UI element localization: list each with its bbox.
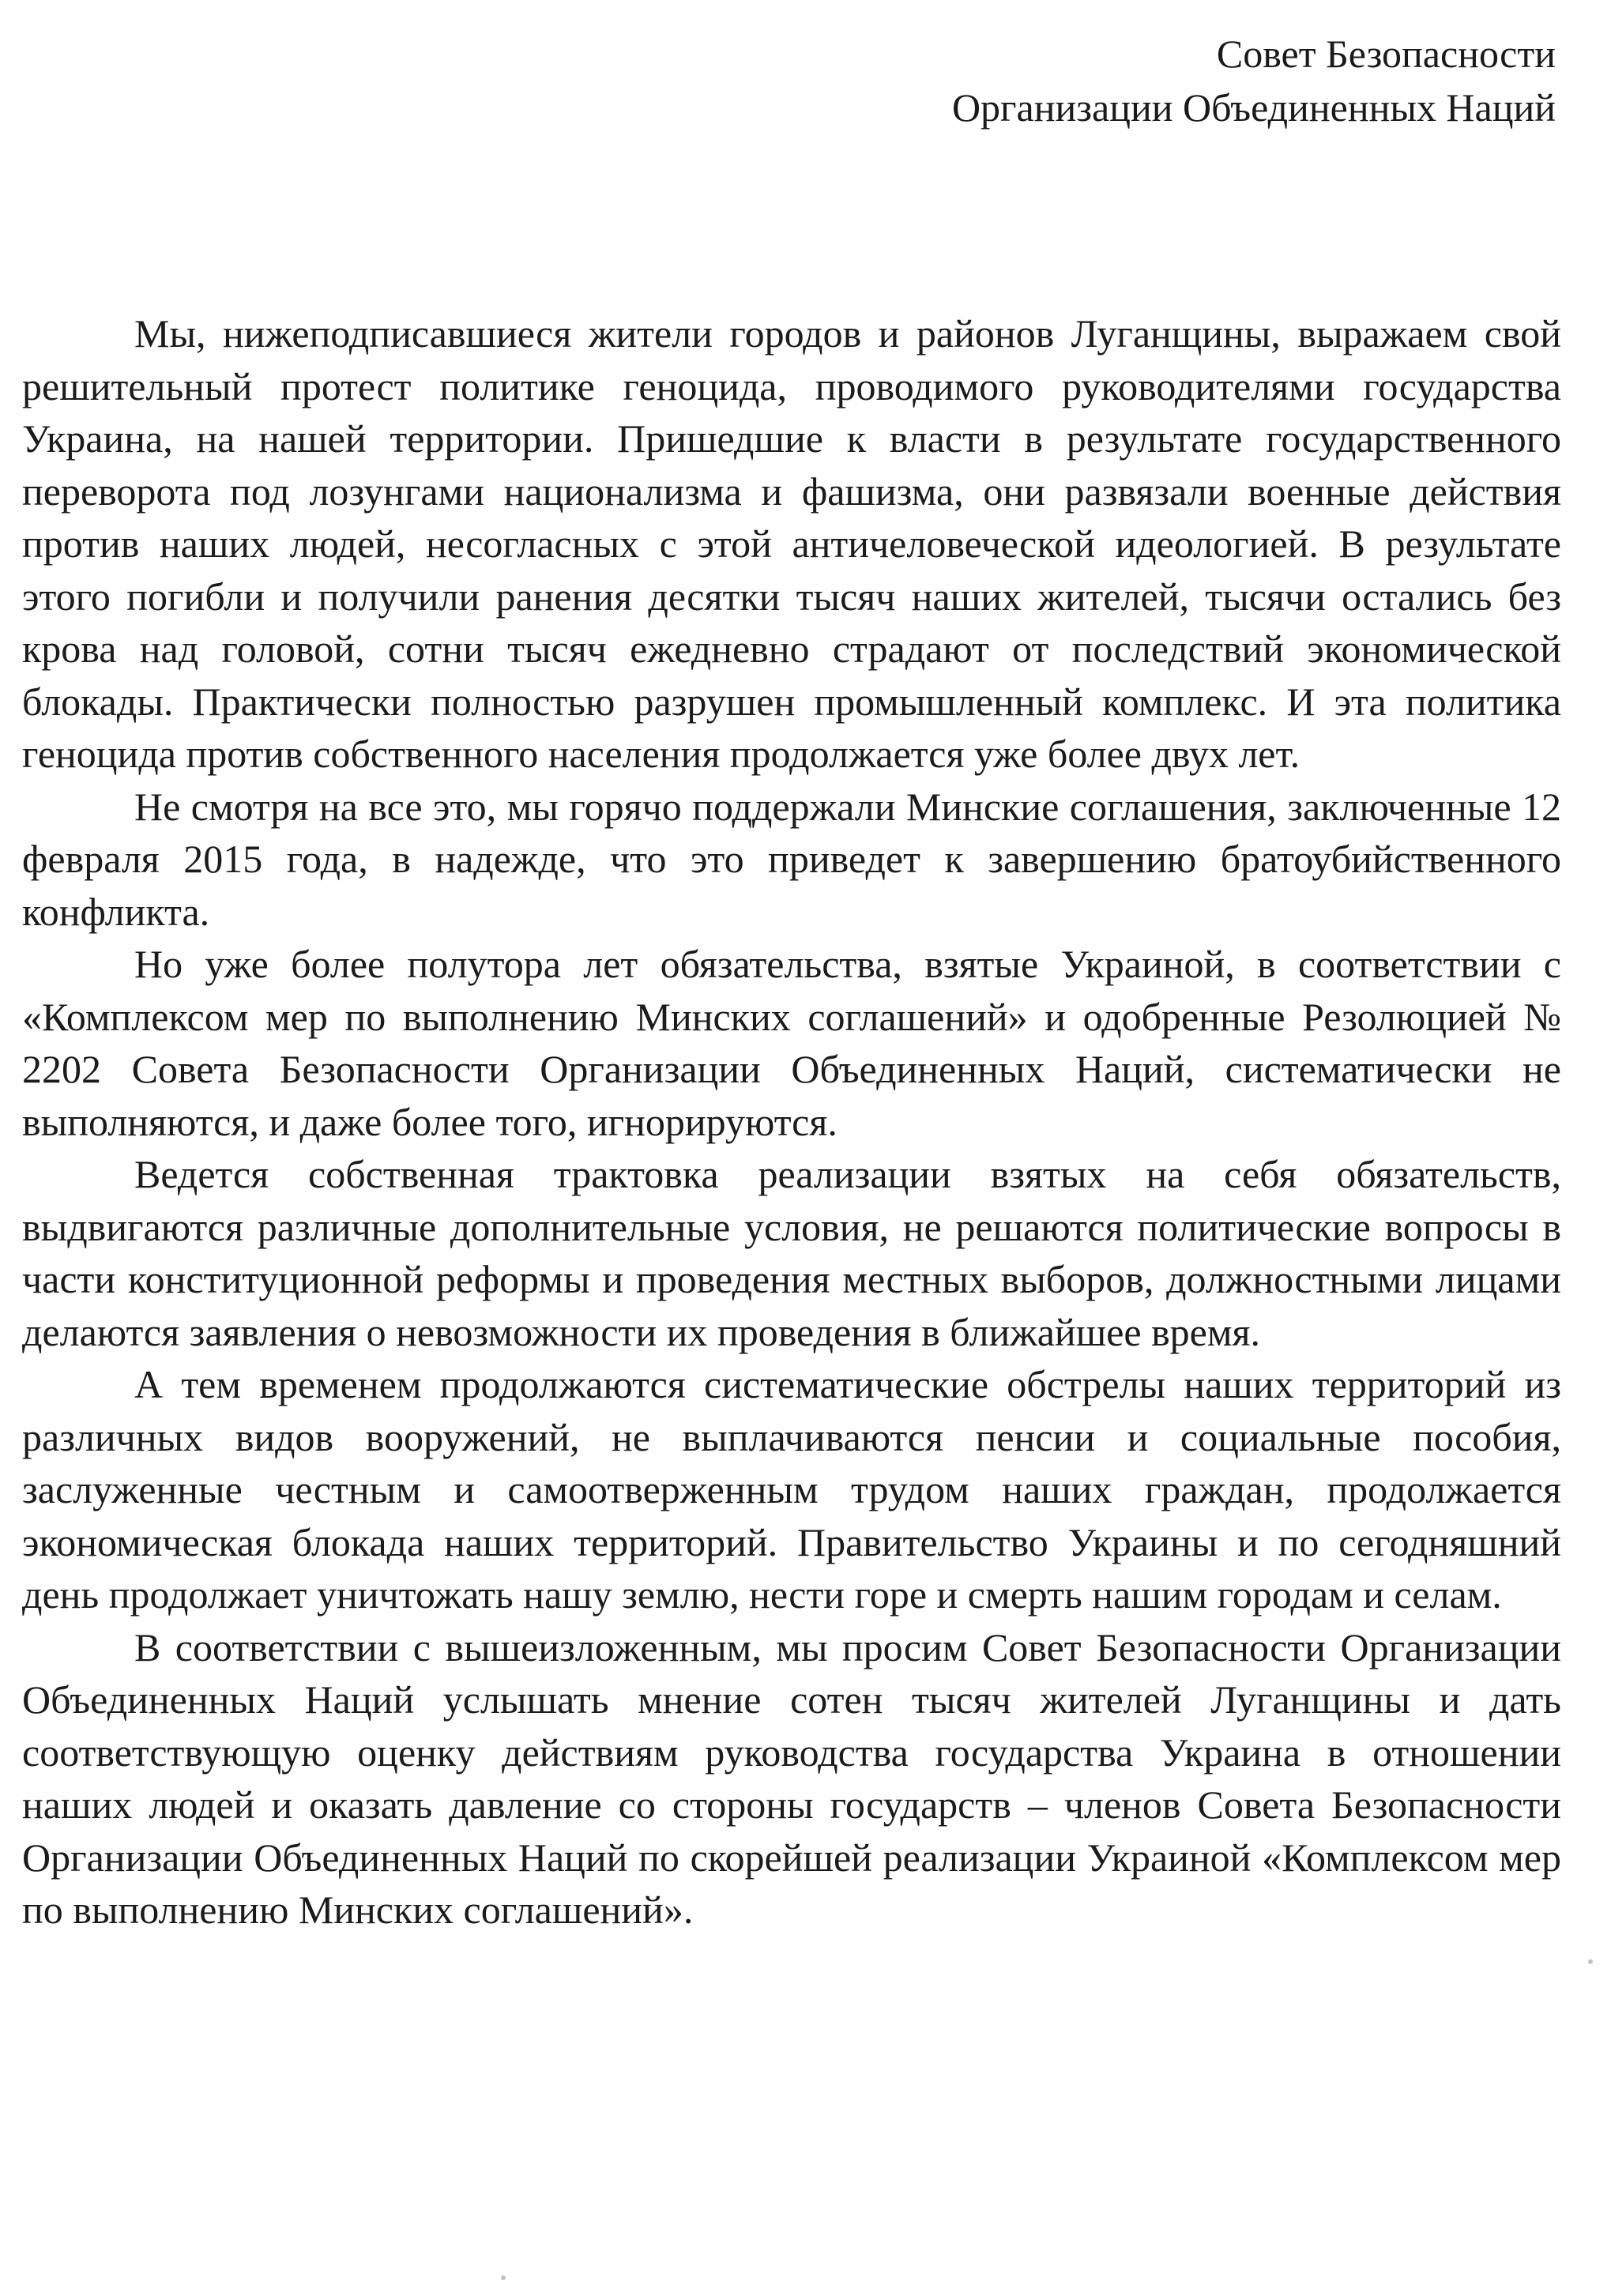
paragraph-interpretation: Ведется собственная трактовка реализации взятых на себя обязательств, выдвигаются различные дополнительные условия, не решаются политические вопросы в части конституционной реформы и проведения местных выборов, должностными лицами делаются заявления о невозможности их проведения в ближайшее время. <box>22 1152 1561 1354</box>
scan-speck <box>1588 1959 1593 1964</box>
letter-body <box>22 307 1561 1937</box>
scan-speck <box>501 2275 506 2280</box>
paragraph-obligations: Но уже более полутора лет обязательства, взятые Украиной, в соответствии с «Комплексом мер по выполнению Минских соглашений» и одобренные Резолюцией № 2202 Совета Безопасности Организации Объединенных Наций, систематически не выполняются, и даже более того, игнорируются. <box>22 942 1561 1144</box>
addressee-block <box>952 27 1556 134</box>
addressee-line-1: Совет Безопасности <box>1216 32 1556 76</box>
paragraph-request: В соответствии с вышеизложенным, мы просим Совет Безопасности Организации Объединенных Наций услышать мнение сотен тысяч жителей Луганщины и дать соответствующую оценку действиям руководства государства Украина в отношении наших людей и оказать давление со стороны государств – членов Совета Безопасности Организации Объединенных Наций по скорейшей реализации Украиной «Комплексом мер по выполнению Минских соглашений». <box>22 1624 1561 1932</box>
paragraph-protest: Мы, нижеподписавшиеся жители городов и районов Луганщины, выражаем свой решительный протест политике геноцида, проводимого руководителями государства Украина, на нашей территории. Пришедшие к власти в результате государственного переворота под лозунгами национализма и фашизма, они развязали военные действия против наших людей, несогласных с этой античеловеческой идеологией. В результате этого погибли и получили ранения десятки тысяч наших жителей, тысячи остались без крова над головой, сотни тысяч ежедневно страдают от последствий экономической блокады. Практически полностью разрушен промышленный комплекс. И эта политика геноцида против собственного населения продолжается уже более двух лет. <box>22 311 1561 776</box>
paragraph-minsk-support: Не смотря на все это, мы горячо поддержали Минские соглашения, заключенные 12 февраля 2015 года, в надежде, что это приведет к завершению братоубийственного конфликта. <box>22 784 1561 934</box>
paragraph-shelling: А тем временем продолжаются систематические обстрелы наших территорий из различных видов вооружений, не выплачиваются пенсии и социальные пособия, заслуженные честным и самоотверженным трудом наших граждан, продолжается экономическая блокада наших территорий. Правительство Украины и по сегодняшний день продолжает уничтожать нашу землю, нести горе и смерть нашим городам и селам. <box>22 1362 1561 1617</box>
addressee-line-2: Организации Объединенных Наций <box>951 85 1556 130</box>
